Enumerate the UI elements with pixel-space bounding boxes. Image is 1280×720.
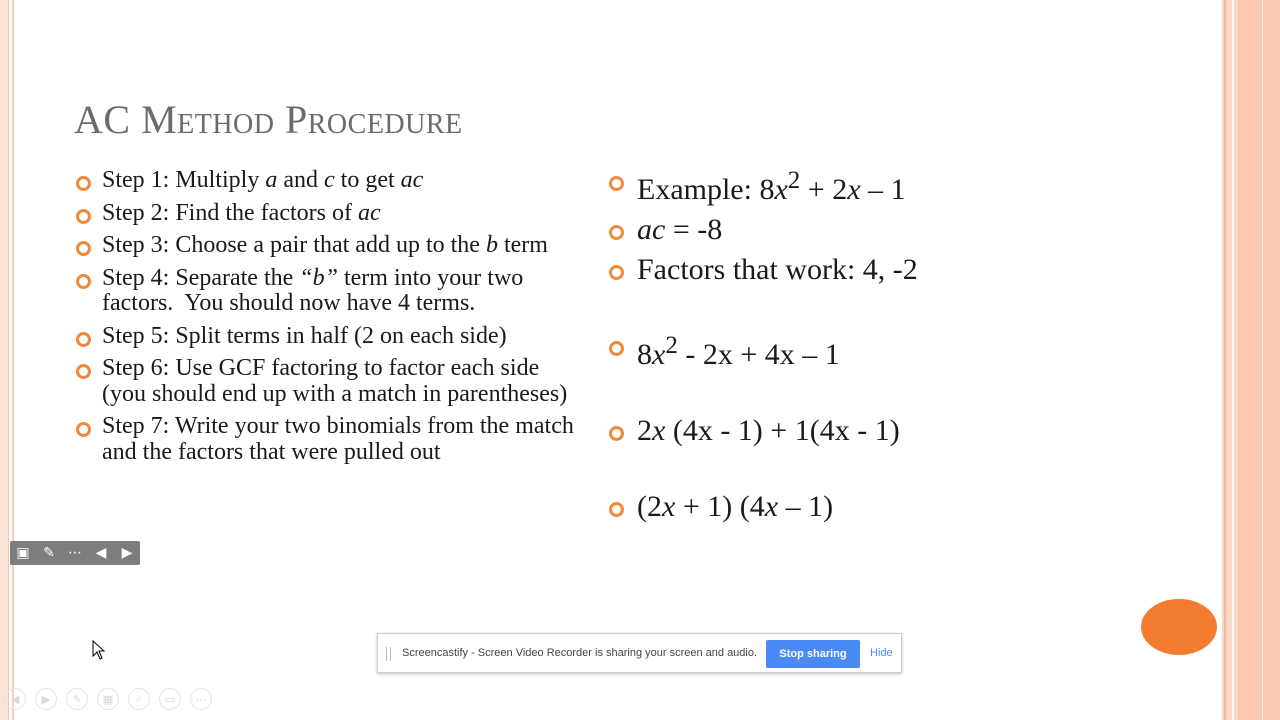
slide-left-line (12, 0, 14, 720)
bullet-icon (609, 341, 624, 356)
step-item-text: Step 1: Multiply a and c to get ac (102, 167, 424, 193)
bullet-icon (609, 502, 624, 517)
slide-title: AC Method Procedure (74, 97, 463, 142)
back-arrow-icon[interactable]: ◀ (95, 545, 107, 561)
example-item (607, 166, 1167, 205)
step-item-text: Step 4: Separate the “b” term into your two factors. You should now have 4 terms. (102, 264, 524, 316)
forward-arrow-icon[interactable]: ▶ (121, 545, 133, 561)
step-item (74, 356, 574, 407)
bullet-icon (609, 265, 624, 280)
example-list (607, 166, 1167, 532)
step-item (74, 168, 574, 194)
more-options-icon[interactable]: ⋯ (190, 688, 212, 710)
step-item (74, 266, 574, 317)
slide-right-stripe (1262, 0, 1263, 720)
example-item (607, 331, 1167, 370)
drag-handle[interactable] (386, 647, 391, 661)
bullet-icon (76, 176, 91, 191)
step-item (74, 233, 574, 259)
bullet-icon (76, 332, 91, 347)
bullet-icon (76, 274, 91, 289)
hide-button[interactable]: Hide (870, 647, 893, 659)
screen-annotate-icon[interactable]: ▣ (16, 545, 30, 561)
slide-right-line (1224, 0, 1226, 720)
step-item-text: Step 5: Split terms in half (2 on each side) (102, 322, 507, 349)
step-item (74, 414, 574, 465)
steps-list (74, 168, 574, 472)
zoom-icon[interactable]: ⌕ (128, 688, 150, 710)
example-item (607, 416, 1167, 446)
stop-sharing-button[interactable]: Stop sharing (766, 640, 860, 668)
example-item-text: ac = -8 (637, 213, 723, 246)
slide-right-stripe (1238, 0, 1280, 720)
share-message: Screencastify - Screen Video Recorder is sharing your screen and audio. (402, 647, 758, 659)
screen-icon[interactable]: ▭ (159, 688, 181, 710)
slides-grid-icon[interactable]: ▦ (97, 688, 119, 710)
bullet-icon (609, 426, 624, 441)
bullet-icon (76, 241, 91, 256)
pen-tool-icon[interactable]: ✎ (66, 688, 88, 710)
bullet-icon (609, 225, 624, 240)
step-item-text: Step 3: Choose a pair that add up to the b term (102, 232, 548, 258)
recording-indicator[interactable] (1141, 599, 1217, 655)
example-item (607, 255, 1167, 285)
example-item (607, 215, 1167, 245)
bullet-icon (609, 176, 624, 191)
slide-right-line (1232, 0, 1234, 720)
more-icon[interactable]: ⋯ (68, 545, 82, 561)
example-item-text: (2x + 1) (4x – 1) (637, 490, 834, 523)
example-item-text: Factors that work: 4, -2 (637, 253, 918, 286)
step-item (74, 324, 574, 350)
example-item-text: $8x^2 - 2x + 4x - 1$ (637, 332, 840, 371)
step-item-text: Step 7: Write your two binomials from the match and the factors that were pulled out (102, 413, 574, 465)
bullet-icon (76, 209, 91, 224)
slide-controls (4, 688, 212, 710)
annotation-toolbar (10, 541, 140, 565)
bullet-icon (76, 364, 91, 379)
step-item-text: Step 6: Use GCF factoring to factor each side (you should end up with a match in parentheses) (102, 355, 568, 407)
bullet-icon (76, 422, 91, 437)
slide-left-border (0, 0, 9, 720)
step-item (74, 201, 574, 227)
pen-icon[interactable]: ✎ (43, 545, 55, 561)
mouse-cursor-icon (92, 640, 106, 660)
screen-share-bar (377, 633, 902, 673)
example-item-text: 2x (4x - 1) + 1(4x - 1) (637, 414, 900, 447)
next-slide-icon[interactable]: ▶ (35, 688, 57, 710)
example-item (607, 492, 1167, 522)
example-item-text: Example: $8x^2 + 2x - 1$ (637, 167, 906, 206)
step-item-text: Step 2: Find the factors of ac (102, 199, 381, 226)
previous-slide-icon[interactable]: ◀ (4, 688, 26, 710)
